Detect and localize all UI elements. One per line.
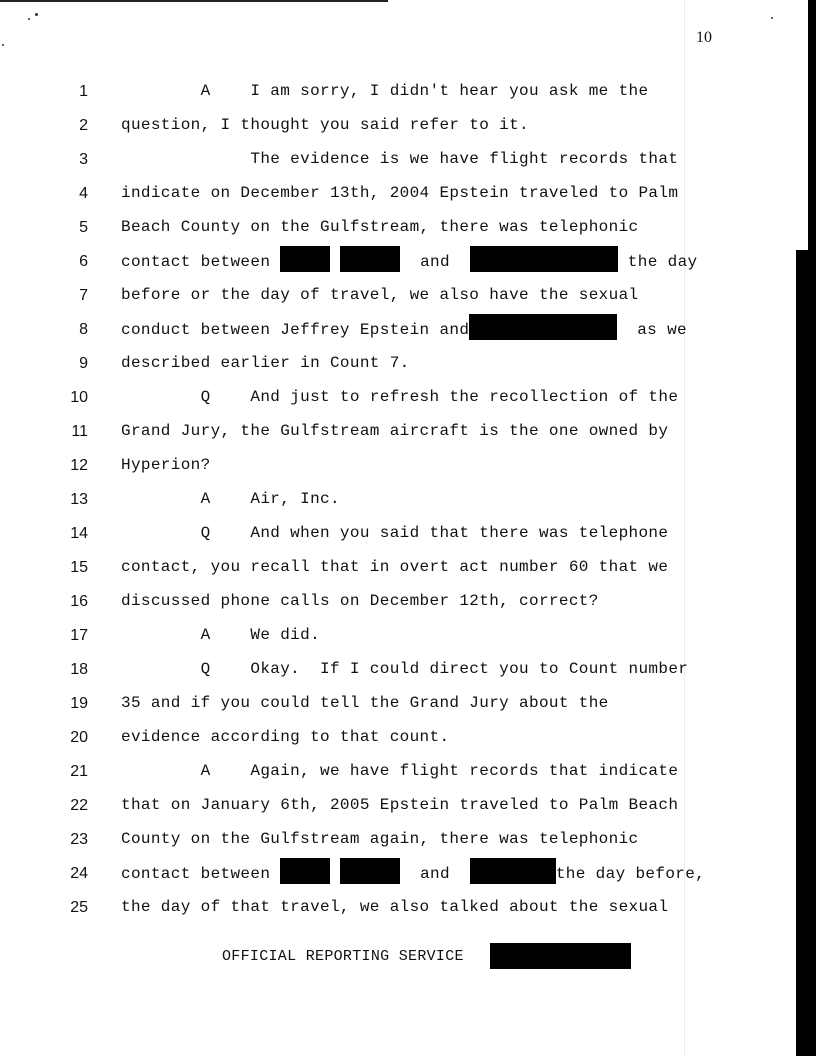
- scan-speck: [2, 44, 4, 46]
- line-text: [121, 150, 678, 168]
- redaction-box: [490, 943, 631, 969]
- scan-border: [808, 0, 816, 250]
- text-segment: conduct between Jeffrey Epstein and: [121, 321, 470, 340]
- redaction-box: [340, 246, 400, 272]
- redaction-box: [340, 858, 400, 884]
- transcript-line: [0, 179, 790, 209]
- transcript-line: [0, 893, 790, 923]
- text-segment: the day before,: [555, 865, 706, 884]
- transcript-line: [0, 485, 790, 515]
- line-text: [121, 898, 668, 916]
- text-segment: discussed phone calls on December 12th, correct?: [121, 592, 599, 610]
- line-text: [121, 388, 678, 406]
- text-segment: A Again, we have flight records that indicate: [121, 762, 679, 780]
- line-number: 13: [70, 491, 88, 508]
- line-number: 16: [70, 593, 88, 610]
- text-segment: contact between: [121, 253, 281, 272]
- line-number: 21: [70, 763, 88, 780]
- text-segment: contact, you recall that in overt act number 60 that we: [121, 558, 669, 576]
- text-segment: Hyperion?: [121, 456, 211, 474]
- transcript-line: [0, 757, 790, 787]
- text-segment: question, I thought you said refer to it.: [121, 116, 530, 134]
- line-number: 6: [79, 253, 88, 270]
- line-text: [121, 252, 697, 272]
- line-number: 17: [70, 627, 88, 644]
- line-number: 10: [70, 389, 88, 406]
- line-text: [121, 864, 705, 884]
- page-number: 10: [696, 29, 712, 46]
- text-segment: indicate on December 13th, 2004 Epstein traveled to Palm: [121, 184, 679, 202]
- line-number: 23: [70, 831, 88, 848]
- line-text: [121, 762, 678, 780]
- line-text: [121, 626, 320, 644]
- text-segment: the day: [617, 253, 698, 272]
- redaction-box: [280, 246, 330, 272]
- line-text: [121, 82, 648, 100]
- line-number: 8: [79, 321, 88, 338]
- transcript-line: [0, 655, 790, 685]
- line-text: [121, 218, 638, 236]
- line-text: [121, 184, 678, 202]
- transcript-line: [0, 587, 790, 617]
- text-segment: described earlier in Count 7.: [121, 354, 410, 372]
- text-segment: and: [400, 253, 470, 272]
- line-number: 1: [79, 83, 88, 100]
- line-number: 25: [70, 899, 88, 916]
- line-text: [121, 354, 410, 372]
- line-text: [121, 456, 211, 474]
- line-number: 5: [79, 219, 88, 236]
- text-segment: Grand Jury, the Gulfstream aircraft is the one owned by: [121, 422, 669, 440]
- line-number: 3: [79, 151, 88, 168]
- line-text: [121, 830, 638, 848]
- text-segment: A I am sorry, I didn't hear you ask me the: [121, 82, 649, 100]
- transcript-line: [0, 859, 790, 889]
- line-text: [121, 728, 449, 746]
- line-text: [121, 116, 529, 134]
- text-segment: Q And just to refresh the recollection of the: [121, 388, 679, 406]
- transcript-line: [0, 689, 790, 719]
- line-number: 20: [70, 729, 88, 746]
- transcript-line: [0, 417, 790, 447]
- transcript-line: [0, 553, 790, 583]
- line-number: 7: [79, 287, 88, 304]
- transcript-line: [0, 145, 790, 175]
- text-segment: [330, 253, 340, 271]
- transcript-line: [0, 213, 790, 243]
- scan-border: [796, 250, 816, 1056]
- transcript-line: [0, 825, 790, 855]
- line-number: 4: [79, 185, 88, 202]
- text-segment: before or the day of travel, we also have the sexual: [121, 286, 639, 304]
- text-segment: County on the Gulfstream again, there was telephonic: [121, 830, 639, 848]
- line-number: 12: [70, 457, 88, 474]
- line-text: [121, 524, 668, 542]
- text-segment: contact between: [121, 865, 281, 884]
- transcript-line: [0, 621, 790, 651]
- line-text: [121, 796, 678, 814]
- text-segment: A Air, Inc.: [121, 490, 340, 508]
- transcript-line: [0, 281, 790, 311]
- transcript-line: [0, 77, 790, 107]
- scan-speck: [771, 17, 773, 19]
- transcript-line: [0, 383, 790, 413]
- redaction-box: [470, 858, 556, 884]
- line-text: [121, 592, 599, 610]
- transcript-line: [0, 791, 790, 821]
- text-segment: that on January 6th, 2005 Epstein traveled to Palm Beach: [121, 796, 679, 814]
- transcript-line: [0, 247, 790, 277]
- text-segment: Q Okay. If I could direct you to Count number: [121, 660, 689, 678]
- line-number: 15: [70, 559, 88, 576]
- scan-top-rule: [0, 0, 388, 2]
- line-number: 24: [70, 865, 88, 882]
- line-text: [121, 694, 609, 712]
- text-segment: Q And when you said that there was telephone: [121, 524, 669, 542]
- text-segment: A We did.: [121, 626, 321, 644]
- line-number: 22: [70, 797, 88, 814]
- redaction-box: [280, 858, 330, 884]
- transcript-line: [0, 111, 790, 141]
- text-segment: The evidence is we have flight records that: [121, 150, 679, 168]
- line-text: [121, 422, 668, 440]
- text-segment: Beach County on the Gulfstream, there was telephonic: [121, 218, 639, 236]
- redaction-box: [469, 314, 617, 340]
- line-text: [121, 320, 687, 340]
- scan-speck: [35, 13, 38, 16]
- transcript-line: [0, 349, 790, 379]
- line-number: 2: [79, 117, 88, 134]
- footer-reporter: OFFICIAL REPORTING SERVICE: [222, 948, 464, 965]
- scan-speck: [28, 18, 30, 20]
- line-text: [121, 660, 688, 678]
- line-text: [121, 558, 668, 576]
- line-number: 18: [70, 661, 88, 678]
- text-segment: [330, 865, 340, 883]
- transcript-line: [0, 519, 790, 549]
- line-text: [121, 286, 638, 304]
- text-segment: the day of that travel, we also talked about the sexual: [121, 898, 669, 916]
- text-segment: evidence according to that count.: [121, 728, 450, 746]
- line-number: 11: [71, 423, 88, 440]
- line-number: 19: [70, 695, 88, 712]
- text-segment: and: [400, 865, 470, 884]
- text-segment: 35 and if you could tell the Grand Jury about the: [121, 694, 609, 712]
- line-text: [121, 490, 340, 508]
- redaction-box: [470, 246, 618, 272]
- transcript-line: [0, 723, 790, 753]
- line-number: 9: [79, 355, 88, 372]
- line-number: 14: [70, 525, 88, 542]
- transcript-line: [0, 451, 790, 481]
- transcript-line: [0, 315, 790, 345]
- text-segment: as we: [617, 321, 687, 340]
